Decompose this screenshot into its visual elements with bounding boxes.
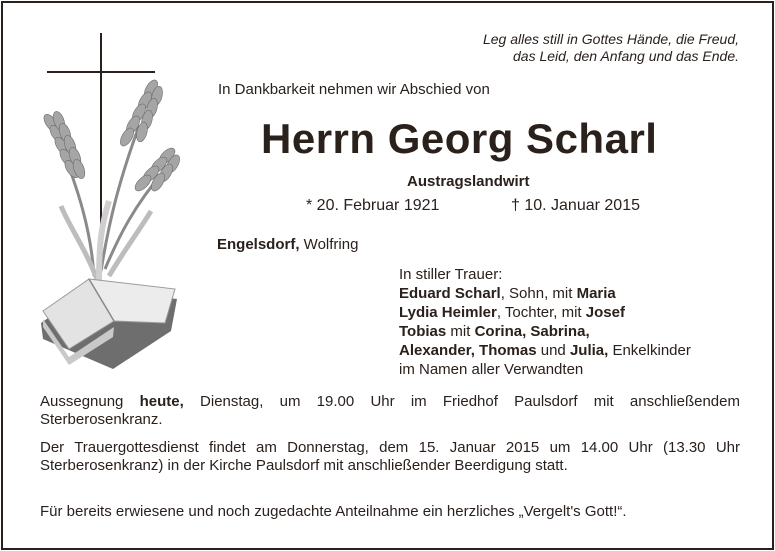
- deceased-name: Herrn Georg Scharl: [261, 115, 658, 162]
- verse-quote: [379, 31, 739, 65]
- verse-line: das Leid, den Anfang und das Ende.: [513, 48, 739, 64]
- mourner-name: Lydia Heimler: [399, 304, 497, 321]
- mourner-line: [399, 322, 759, 341]
- obituary-card: [1, 1, 774, 550]
- blessing-bold: heute,: [139, 393, 184, 410]
- intro-text: In Dankbarkeit nehmen wir Abschied von: [218, 81, 490, 98]
- mourners-block: [399, 265, 759, 379]
- place-bold: Engelsdorf,: [217, 236, 300, 253]
- mourner-name: Julia,: [569, 342, 609, 359]
- mourners-heading: In stiller Trauer:: [399, 266, 503, 283]
- mourner-line: [399, 284, 759, 303]
- blessing-paragraph: [40, 393, 740, 429]
- mourner-relation: mit: [446, 323, 475, 340]
- mourner-name: Eduard Scharl: [399, 285, 501, 302]
- mourner-name: Alexander, Thomas: [399, 342, 537, 359]
- mourner-name: Tobias: [399, 323, 447, 340]
- wheat-ear-center: [118, 78, 165, 148]
- mourner-relation: , Sohn, mit: [500, 285, 577, 302]
- place-line: [217, 236, 358, 253]
- occupation: Austragslandwirt: [407, 173, 530, 190]
- mourner-name: Josef: [585, 304, 625, 321]
- service-paragraph: Der Trauergottesdienst findet am Donnerstag, dem 15. Januar 2015 um 14.00 Uhr (13.30 Uhr Sterberosenkranz) in der Kirche Paulsdorf mit anschließender Beerdigung statt.: [40, 439, 740, 474]
- verse-line: Leg alles still in Gottes Hände, die Freud,: [482, 31, 739, 47]
- place-rest: Wolfring: [299, 236, 359, 253]
- mourner-name: Corina, Sabrina,: [474, 323, 590, 340]
- mourner-name: Maria: [576, 285, 616, 302]
- blessing-text: Dienstag, um 19.00 Uhr im Friedhof Paulsdorf mit anschließendem Sterberosenkranz.: [40, 393, 740, 428]
- mourner-relation: Enkelkinder: [608, 342, 691, 359]
- memorial-illustration: [39, 31, 189, 381]
- mourner-line: [399, 341, 759, 360]
- wheat-ear-right: [132, 145, 182, 193]
- birth-date: * 20. Februar 1921: [306, 197, 440, 214]
- death-date: † 10. Januar 2015: [511, 197, 640, 214]
- mourner-line: [399, 303, 759, 322]
- open-book-icon: [41, 279, 177, 369]
- thanks-paragraph: Für bereits erwiesene und noch zugedachte Anteilnahme ein herzliches „Vergelt's Gott!“.: [40, 503, 627, 520]
- mourner-relation: , Tochter, mit: [496, 304, 586, 321]
- blessing-text: Aussegnung: [40, 393, 140, 410]
- mourner-line: im Namen aller Verwandten: [399, 361, 584, 378]
- mourner-relation: und: [536, 342, 570, 359]
- wheat-ear-left: [41, 110, 87, 180]
